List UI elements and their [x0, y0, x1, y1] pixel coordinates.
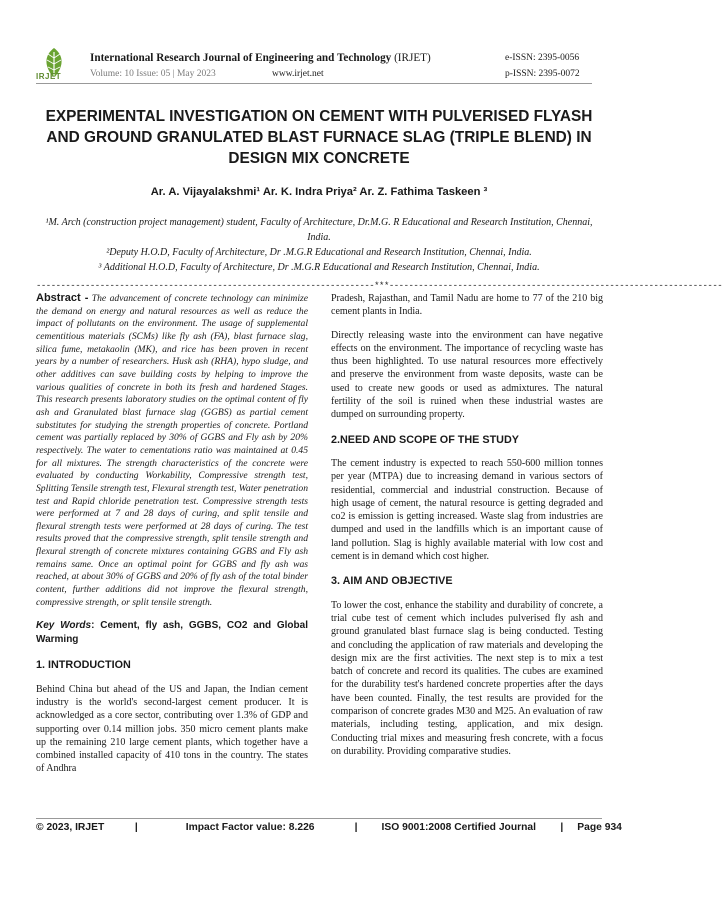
keywords-text: : Cement, fly ash, GGBS, CO2 and Global Warming: [36, 620, 308, 646]
abstract-text: The advancement of concrete technology can minimize the demand on energy and natural resources as well as reduce the impact of pollutants on the environment. The usage of supplemental cementitious materials (SCMs) like fly ash (FA), blast furnace slag, silica fume, metakaolin (MK), and rice has been proven in recent years by a number of researchers. Husk ash (RHA), hypo sludge, and other additives can save building costs by helping to improve the various qualities of concrete in both its fresh and hardened Stages. This research presents laboratory studies on the optimal content of fly ash and Granulated blast furnace slag (GGBS) as partial cement substitutes for studying the strength properties of concrete. Portland cement was partially replaced by 30% of GGBS and Fly ash by 20% respectively. The water to cementations ratio was maintained at 0.45 for all mixtures. The strength characteristics of the concrete were evaluated by conducting Workability, Compressive strength test, Splitting Tensile strength test, Flexural strength test, Water penetration test and Rapid chloride penetration test. Compressive strength tests were performed at 7 and 28 days of curing, and split tensile and flexural strength tests were performed at 28 days of curing. The test results proved that the compressive strength, split tensile strength and flexural strength of concrete mixtures containing GGBS and Fly ash remains same. Once an optimal point for GGBS and fly ash was reached, at about 30% of GGBS and 20% of fly ash of the total binder content, further additions did not improve the flexural strength, compressive strength, or split tensile strength.: [36, 293, 309, 608]
introduction-paragraph-1: Behind China but ahead of the US and Japan, the Indian cement industry is the world's second-largest cement producer. It is acknowledged as a core sector, contributing over 1.3% of GDP and supporting over 0.14 million jobs. 350 micro cement plants make up the remaining 210 large cement plants, which together have a combined installed capacity of 410 tons in the country. The states of Andhra: [36, 683, 308, 775]
paper-title: EXPERIMENTAL INVESTIGATION ON CEMENT WITH PULVERISED FLYASH AND GROUND GRANULATED BLAST FURNACE SLAG (TRIPLE BLEND) IN DESIGN MIX CONCRETE: [45, 108, 593, 167]
aim-objective-paragraph: To lower the cost, enhance the stability and durability of concrete, a trial cube test of cement which includes pulverised fly ash and ground granulated blast furnace slag is being conducted. Testing and concluding the application of raw materials and developing the design mix are the first activities. The next step is to mix a test batch of concrete and record its qualities. The cubes are examined for the durability test's hardened concrete properties after the days have been counted. Finally, the test results are provided for the comparison of concrete grades M30 and M25. An evaluation of raw materials, including testing, application, and mix design. Conducting trial mixes and measuring fresh concrete, with a focus on durability. Providing comparative studies.: [331, 599, 603, 757]
aim-objective-heading: 3. AIM AND OBJECTIVE: [331, 575, 453, 588]
p-issn: p-ISSN: 2395-0072: [505, 69, 580, 79]
affiliation-2: ²Deputy H.O.D, Faculty of Architecture, Dr .M.G.R Educational and Research Institution, Chennai, India.: [106, 247, 532, 258]
footer-copyright: © 2023, IRJET: [36, 822, 105, 833]
section-separator: ---------------------------------------------------------------------***--------------------------------------------------------------------: [36, 281, 722, 291]
keywords: [36, 619, 308, 647]
affiliation-1: ¹M. Arch (construction project management) student, Faculty of Architecture, Dr.M.G. R Educational and Research Institution, Chennai, India.: [45, 217, 593, 243]
footer-rule: [36, 818, 602, 819]
logo-text: IRJET: [36, 72, 62, 81]
need-scope-paragraph: The cement industry is expected to reach 550-600 million tonnes per year (MTPA) due to increasing demand in various sectors of residential, commercial and industrial construction. Because of high usage of cement, the natural resource is getting degraded and co2 is emission is getting increased. Waste slag from industries are dumped and used in the landfills which is an important cause of land pollution. Slag is highly available material with low cost and cement is in demand which cost higher.: [331, 457, 603, 563]
introduction-paragraph-2: Directly releasing waste into the environment can have negative effects on the environment. The importance of recycling waste has thus been highlighted. To use natural resources more effectively and preserve the environment from waste deposits, waste can be used to create new goods or used as admixtures. The natural fertility of the soil is ruined when these industrial wastes are dumped on surrounding property.: [331, 329, 603, 421]
footer-divider: |: [560, 822, 564, 833]
footer-impact-factor: Impact Factor value: 8.226: [185, 822, 315, 833]
footer-iso: ISO 9001:2008 Certified Journal: [381, 822, 537, 833]
volume-issue: Volume: 10 Issue: 05 | May 2023: [90, 69, 216, 79]
journal-abbr: (IRJET): [394, 52, 431, 64]
header-rule: [36, 83, 592, 84]
journal-title: International Research Journal of Engineering and Technology: [90, 52, 392, 64]
footer-page-number: Page 934: [577, 822, 622, 833]
affiliation-3: ³ Additional H.O.D, Faculty of Architecture, Dr .M.G.R Educational and Research Institution, Chennai, India.: [98, 262, 540, 273]
keywords-label: Key Words: [36, 620, 92, 632]
affiliations: [36, 215, 602, 275]
left-column: [36, 292, 308, 786]
right-column: [331, 292, 603, 768]
e-issn: e-ISSN: 2395-0056: [505, 53, 580, 63]
paper-authors: Ar. A. Vijayalakshmi¹ Ar. K. Indra Priya² Ar. Z. Fathima Taskeen ³: [150, 186, 488, 198]
journal-header: [0, 0, 638, 81]
introduction-heading: 1. INTRODUCTION: [36, 659, 131, 672]
footer-divider: |: [354, 822, 358, 833]
abstract: [36, 292, 308, 609]
abstract-label: Abstract -: [36, 292, 89, 304]
footer-divider: |: [134, 822, 138, 833]
introduction-paragraph-1-continued: Pradesh, Rajasthan, and Tamil Nadu are home to 77 of the 210 big cement plants in India.: [331, 293, 603, 318]
journal-website: www.irjet.net: [272, 69, 324, 79]
need-scope-heading: 2.NEED AND SCOPE OF THE STUDY: [331, 433, 519, 446]
page-footer: [36, 822, 622, 833]
journal-name: [90, 52, 431, 64]
